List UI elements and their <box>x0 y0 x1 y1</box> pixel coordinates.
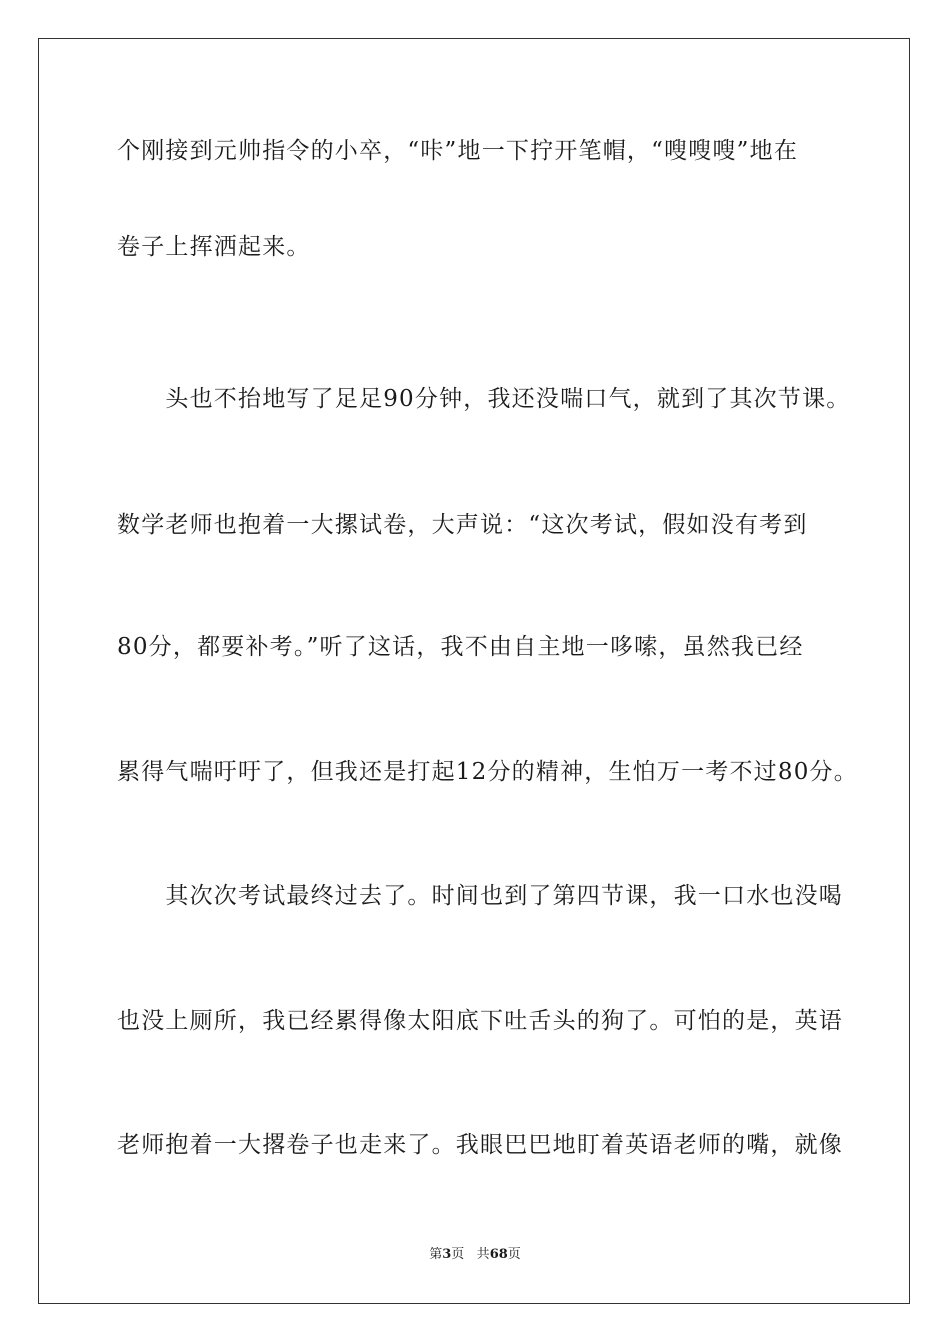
body-text-line: 也没上厕所，我已经累得像太阳底下吐舌头的狗了。可怕的是，英语 <box>117 1008 843 1034</box>
body-text-line: 累得气喘吁吁了，但我还是打起12分的精神，生怕万一考不过80分。 <box>117 759 858 785</box>
body-text-line: 老师抱着一大撂卷子也走来了。我眼巴巴地盯着英语老师的嘴，就像 <box>117 1132 843 1158</box>
page-border <box>38 38 910 1304</box>
footer-total-prefix: 共 <box>476 1247 490 1262</box>
body-text-line: 头也不抬地写了足足90分钟，我还没喘口气，就到了其次节课。 <box>117 386 851 412</box>
body-text-line: 80分，都要补考。”听了这话，我不由自主地一哆嗦，虽然我已经 <box>117 634 804 660</box>
footer-page-suffix: 页 <box>451 1247 465 1262</box>
body-text-line: 数学老师也抱着一大摞试卷，大声说：“这次考试，假如没有考到 <box>117 512 808 538</box>
body-text-line: 其次次考试最终过去了。时间也到了第四节课，我一口水也没喝 <box>117 883 843 909</box>
page-footer <box>0 1246 950 1264</box>
body-text-line: 个刚接到元帅指令的小卒，“咔”地一下拧开笔帽，“嗖嗖嗖”地在 <box>117 138 799 164</box>
footer-total-suffix: 页 <box>507 1247 521 1262</box>
body-text-line: 卷子上挥洒起来。 <box>117 234 311 260</box>
footer-page-prefix: 第 <box>429 1247 443 1262</box>
footer-total-pages: 68 <box>489 1247 508 1262</box>
footer-page-number: 3 <box>442 1247 452 1262</box>
